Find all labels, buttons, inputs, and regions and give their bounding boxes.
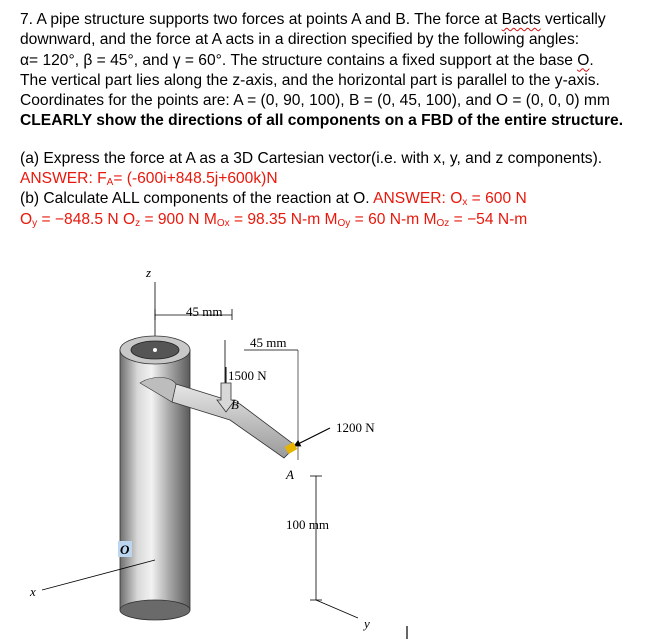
bacts-word: Bacts	[501, 11, 541, 28]
part-b-question: (b) Calculate ALL components of the reaction at O. ANSWER: $O_x = 600$ N	[20, 190, 527, 209]
origin-label: O	[120, 542, 130, 557]
problem-line-3: α= 120°, β = 45°, and γ = 60°. The structure contains a fixed support at the base O.	[20, 51, 594, 69]
force-a-arrow	[294, 428, 330, 446]
point-b-label: B	[231, 397, 239, 412]
problem-line-5: Coordinates for the points are: A = (0, 90, 100), B = (0, 45, 100), and O = (0, 0, 0) mm	[20, 92, 610, 110]
problem-line-4: The vertical part lies along the z-axis, and the horizontal part is parallel to the y-axis.	[20, 71, 600, 89]
x-axis-label: x	[30, 584, 36, 599]
dim-mid-label: 45 mm	[250, 335, 287, 350]
dim-top-label: 45 mm	[186, 304, 223, 319]
pipe-bottom	[120, 600, 190, 620]
force-b-label: 1500 N	[228, 368, 267, 383]
y-axis-line	[316, 600, 358, 618]
point-a-label: A	[286, 467, 294, 482]
problem-line-2: downward, and the force at A acts in a direction specified by the following angles:	[20, 31, 580, 49]
problem-line-1: 7. A pipe structure supports two forces at points A and B. The force at Bacts vertically	[20, 11, 606, 28]
problem-line-6: CLEARLY show the directions of all components on a FBD of the entire structure.	[20, 112, 624, 130]
pipe-center-dot	[153, 348, 157, 352]
y-axis-label: y	[364, 616, 370, 631]
z-axis-label: z	[146, 265, 152, 280]
o-word: O	[577, 51, 590, 69]
dim-height-label: 100 mm	[286, 517, 329, 532]
part-b-answer: $O_y = -848.5$ N $O_z = 900$ N $M_{Ox} = 98.35$ N-m $M_{Oy} = 60$ N-m $M_{Oz} = -54$ N-m	[20, 210, 528, 229]
part-a-answer: ANSWER: $F_A= (-600i+848.5j+600k)N$	[20, 170, 278, 189]
part-b-answer-start: ANSWER: $O_x = 600$ N	[373, 190, 527, 209]
horizontal-arm	[172, 384, 296, 458]
part-a-question: (a) Express the force at A as a 3D Cartesian vector(i.e. with x, y, and z components).	[20, 149, 603, 167]
force-a-label: 1200 N	[336, 420, 375, 435]
